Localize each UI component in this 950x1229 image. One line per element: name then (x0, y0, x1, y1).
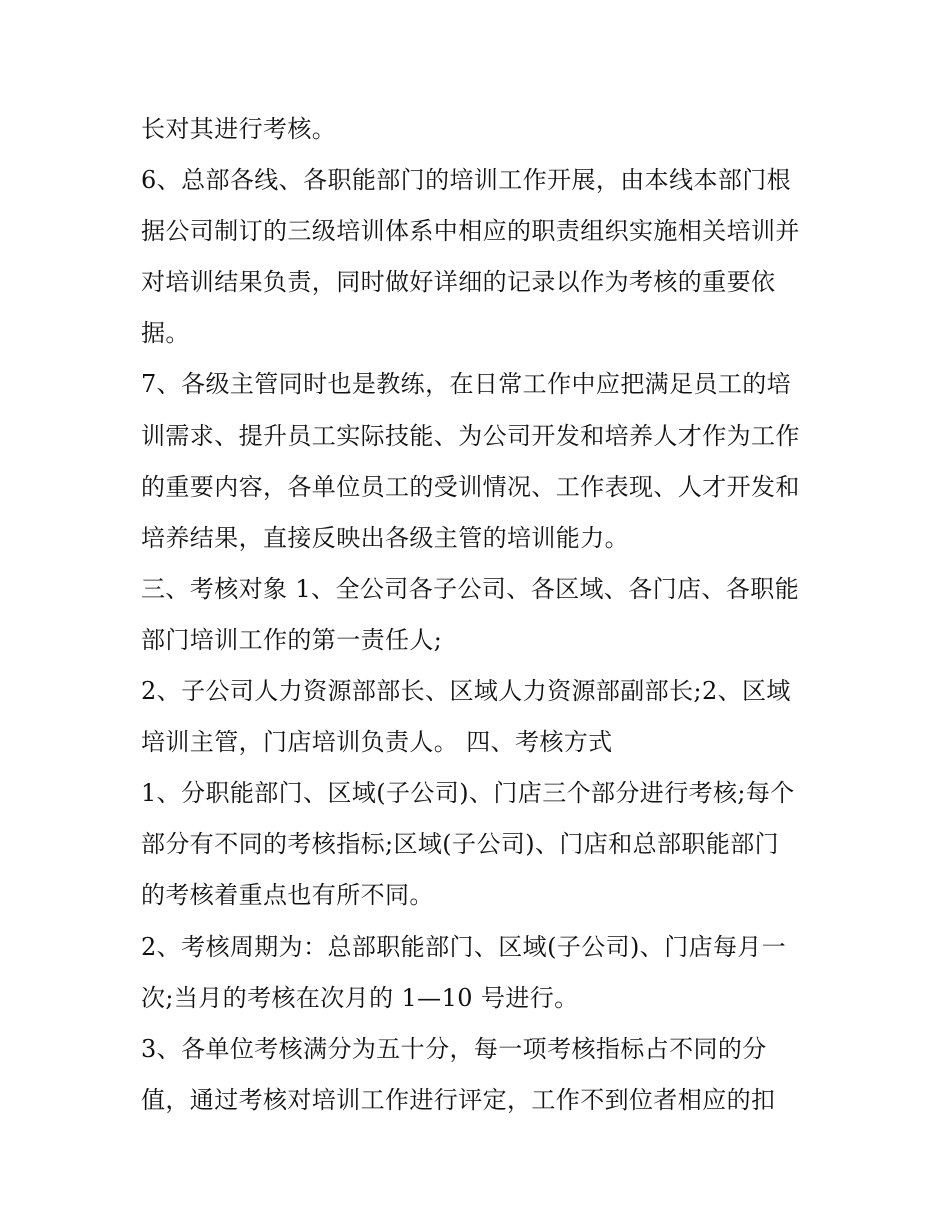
document-body (141, 104, 821, 1126)
text-line: 值，通过考核对培训工作进行评定，工作不到位者相应的扣 (141, 1085, 776, 1114)
text-line: 据。 (141, 319, 190, 348)
text-line: 培训主管，门店培训负责人。 四、考核方式 (141, 728, 613, 757)
text-line: 7、各级主管同时也是教练，在日常工作中应把满足员工的培 (141, 370, 792, 399)
text-line: 三、考核对象 1、全公司各子公司、各区域、各门店、各职能 (141, 574, 800, 603)
text-line: 部门培训工作的第一责任人; (141, 625, 443, 654)
text-line: 的考核着重点也有所不同。 (141, 881, 434, 910)
text-line: 6、总部各线、各职能部门的培训工作开展，由本线本部门根 (141, 166, 792, 195)
text-line: 的重要内容，各单位员工的受训情况、工作表现、人才开发和 (141, 472, 800, 501)
text-line: 1、分职能部门、区域(子公司)、门店三个部分进行考核;每个 (141, 779, 795, 808)
text-line: 据公司制订的三级培训体系中相应的职责组织实施相关培训并 (141, 217, 800, 246)
text-line: 长对其进行考核。 (141, 115, 337, 143)
text-line: 次;当月的考核在次月的 1—10 号进行。 (141, 983, 579, 1012)
text-line: 2、考核周期为：总部职能部门、区域(子公司)、门店每月一 (141, 932, 787, 961)
text-line: 训需求、提升员工实际技能、为公司开发和培养人才作为工作 (141, 421, 800, 450)
text-line: 培养结果，直接反映出各级主管的培训能力。 (141, 523, 629, 552)
text-line: 3、各单位考核满分为五十分，每一项考核指标占不同的分 (141, 1034, 767, 1063)
text-line: 对培训结果负责，同时做好详细的记录以作为考核的重要依 (141, 268, 776, 297)
text-line: 部分有不同的考核指标;区域(子公司)、门店和总部职能部门 (141, 830, 780, 859)
text-line: 2、子公司人力资源部部长、区域人力资源部副部长;2、区域 (141, 677, 791, 706)
